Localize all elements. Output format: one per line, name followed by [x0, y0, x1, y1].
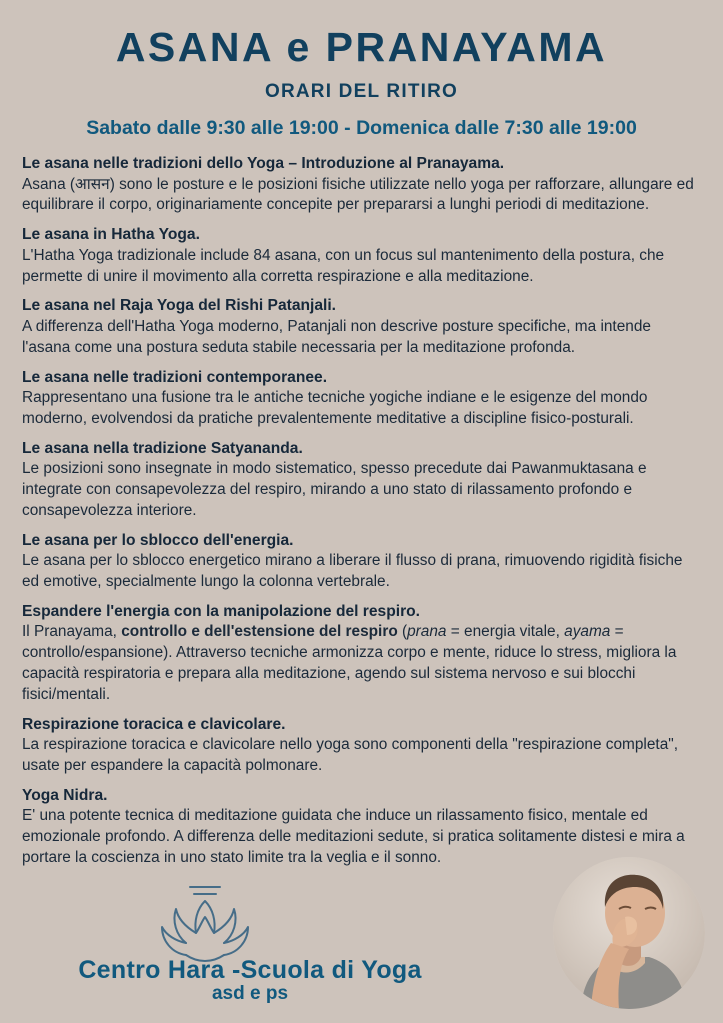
brand-legal: asd e ps: [211, 983, 289, 1004]
page-subtitle: ORARI DEL RITIRO: [264, 81, 459, 103]
section-body: Le asana per lo sblocco energetico mirano a liberare il flusso di prana, rimuovendo rigidità fisiche ed emotive, specialmente lungo la colonna vertebrale.: [22, 552, 683, 591]
section: [22, 786, 701, 869]
section-body: Rappresentano una fusione tra le antiche tecniche yogiche indiane e le esigenze del mondo moderno, evolvendosi da pratiche prevalentemente meditative a discipline fisico-posturali.: [22, 389, 648, 427]
section-heading: Respirazione toracica e clavicolare.: [22, 715, 286, 733]
section-heading: Le asana nella tradizione Satyananda.: [22, 439, 303, 457]
footer: [0, 863, 723, 1023]
page-title: ASANA e PRANAYAMA: [115, 24, 608, 70]
section-body: E' una potente tecnica di meditazione guidata che induce un rilassamento fisico, mentale ed emozionale profondo. A differenza delle meditazioni sedute, si pratica solitamente distesi e mira a portare la coscienza in uno stato limite tra la veglia e il sonno.: [22, 807, 685, 866]
section-heading: Le asana nelle tradizioni contemporanee.: [22, 368, 328, 386]
section-body: Il Pranayama, controllo e dell'estensione del respiro (prana = energia vitale, ayama = controllo/espansione). Attraverso tecniche armonizza corpo e mente, riduce lo stress, migliora la capacità respiratoria e prepara alla meditazione, agendo sul sistema nervoso e sui blocchi fisici/mentali.: [22, 623, 677, 703]
section-body: Le posizioni sono insegnate in modo sistematico, spesso precedute dai Pawanmuktasana e integrate con consapevolezza del respiro, mirando a uno stato di rilassamento profondo e consapevolezza interiore.: [22, 460, 647, 519]
section-body: Asana (आसन) sono le posture e le posizioni fisiche utilizzate nello yoga per rafforzare, allungare ed equilibrare il corpo, originariamente concepite per prepararsi a lunghi periodi di meditazione.: [22, 175, 694, 214]
section-body: A differenza dell'Hatha Yoga moderno, Patanjali non descrive posture specifiche, ma intende l'asana come una postura seduta stabile necessaria per la meditazione profonda.: [22, 317, 651, 356]
section-heading: Yoga Nidra.: [22, 786, 108, 804]
section: [22, 225, 701, 287]
section-heading: Espandere l'energia con la manipolazione del respiro.: [22, 602, 420, 620]
brand-block: [40, 956, 460, 1005]
section-heading: Le asana in Hatha Yoga.: [22, 226, 200, 244]
section: [22, 715, 701, 777]
section: [22, 154, 701, 216]
section: [22, 602, 701, 706]
woman-pranayama-photo: [553, 857, 705, 1009]
section-body: L'Hatha Yoga tradizionale include 84 asana, con un focus sul mantenimento della postura, che permette di unire il movimento alla corretta respirazione e alla meditazione.: [22, 246, 665, 285]
content-body: [22, 154, 701, 869]
section-heading: Le asana per lo sblocco dell'energia.: [22, 531, 294, 549]
section: [22, 439, 701, 522]
section: [22, 531, 701, 593]
section: [22, 296, 701, 358]
section-heading: Le asana nel Raja Yoga del Rishi Patanjali.: [22, 297, 337, 315]
schedule-line: Sabato dalle 9:30 alle 19:00 - Domenica dalle 7:30 alle 19:00: [86, 117, 637, 140]
brand-name: Centro Hara -Scuola di Yoga: [78, 956, 422, 984]
section: [22, 368, 701, 430]
section-body: La respirazione toracica e clavicolare nello yoga sono componenti della "respirazione completa", usate per espandere la capacità polmonare.: [22, 736, 678, 775]
section-heading: Le asana nelle tradizioni dello Yoga – Introduzione al Pranayama.: [22, 155, 505, 173]
